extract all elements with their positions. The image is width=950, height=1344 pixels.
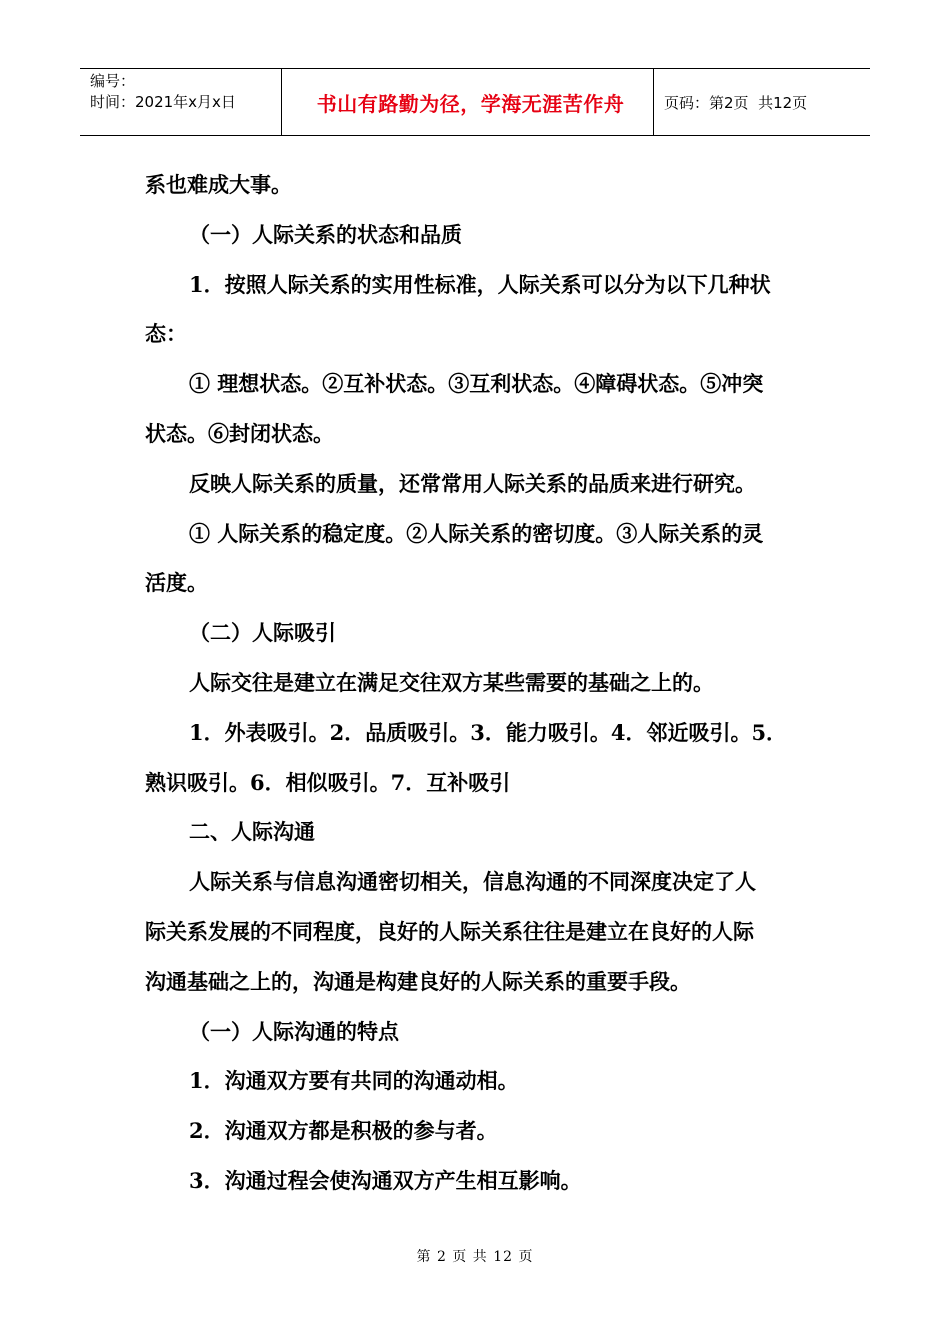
- body-line: 态：: [145, 321, 187, 347]
- header-motto-cell: [282, 69, 654, 135]
- body-line: 2．沟通双方都是积极的参与者。: [189, 1118, 498, 1144]
- body-line: 人际交往是建立在满足交往双方某些需要的基础之上的。: [189, 669, 714, 695]
- page-footer: 第 2 页 共 12 页: [416, 1249, 534, 1265]
- document-body: [145, 160, 810, 1206]
- body-line: 3．沟通过程会使沟通双方产生相互影响。: [189, 1167, 582, 1193]
- body-line: 人际关系与信息沟通密切相关，信息沟通的不同深度决定了人: [189, 869, 756, 895]
- body-line: 1．沟通双方要有共同的沟通动相。: [189, 1068, 519, 1094]
- section-heading: 二、人际沟通: [189, 819, 315, 845]
- body-line: 1．外表吸引。2．品质吸引。3．能力吸引。4．邻近吸引。5．: [189, 719, 788, 745]
- body-line: 际关系发展的不同程度，良好的人际关系往往是建立在良好的人际: [145, 918, 754, 944]
- body-line: ① 理想状态。②互补状态。③互利状态。④障碍状态。⑤冲突: [189, 371, 764, 397]
- header-meta-cell: [80, 69, 282, 135]
- section-heading: （二）人际吸引: [189, 620, 336, 646]
- header-page-cell: [654, 69, 870, 135]
- body-line: ① 人际关系的稳定度。②人际关系的密切度。③人际关系的灵: [189, 520, 764, 546]
- motto-text: 书山有路勤为径，学海无涯苦作舟: [316, 91, 625, 116]
- body-line: 系也难成大事。: [145, 172, 292, 197]
- time-label: 时间：2021年x月x日: [90, 93, 236, 111]
- page-info-text: 页码：第2页 共12页: [664, 93, 808, 112]
- body-line: 1．按照人际关系的实用性标准，人际关系可以分为以下几种状: [189, 271, 771, 297]
- section-heading: （一）人际关系的状态和品质: [189, 221, 462, 247]
- page-header: [80, 68, 870, 136]
- body-line: 状态。⑥封闭状态。: [145, 420, 334, 446]
- section-heading: （一）人际沟通的特点: [189, 1018, 399, 1044]
- body-line: 反映人际关系的质量，还常常用人际关系的品质来进行研究。: [189, 470, 756, 496]
- serial-number-label: 编号：: [90, 72, 136, 90]
- body-line: 活度。: [145, 570, 208, 596]
- body-line: 沟通基础之上的，沟通是构建良好的人际关系的重要手段。: [145, 968, 691, 994]
- body-line: 熟识吸引。6．相似吸引。7．互补吸引: [145, 769, 511, 795]
